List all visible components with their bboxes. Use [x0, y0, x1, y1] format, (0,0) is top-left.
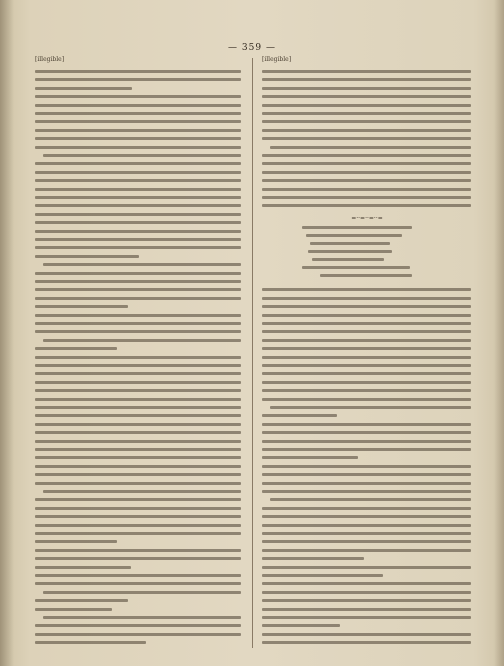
text-line-placeholder — [35, 70, 241, 73]
text-line-placeholder — [270, 498, 471, 501]
text-line-placeholder — [35, 364, 241, 367]
text-line-placeholder — [35, 196, 241, 199]
text-line-placeholder — [262, 423, 471, 426]
text-line-placeholder — [35, 179, 241, 182]
text-line-placeholder — [270, 146, 471, 149]
text-line-placeholder — [35, 280, 241, 283]
text-line-placeholder — [35, 557, 241, 560]
text-line-placeholder — [43, 490, 241, 493]
text-line-placeholder — [35, 524, 241, 527]
text-line-placeholder — [35, 238, 241, 241]
verse-line-placeholder — [310, 242, 390, 245]
text-line-placeholder — [35, 213, 241, 216]
text-line-placeholder — [262, 154, 471, 157]
text-line-placeholder — [35, 448, 241, 451]
page-edge-shadow — [494, 0, 504, 666]
page-number: — 359 — — [228, 43, 276, 53]
text-line-placeholder — [262, 356, 471, 359]
text-line-placeholder — [35, 230, 241, 233]
text-line-placeholder — [35, 608, 112, 611]
text-line-placeholder — [262, 137, 471, 140]
text-line-placeholder — [262, 482, 471, 485]
text-line-placeholder — [262, 339, 471, 342]
text-line-placeholder — [35, 137, 241, 140]
text-line-placeholder — [35, 78, 241, 81]
text-line-placeholder — [262, 608, 471, 611]
text-line-placeholder — [262, 305, 471, 308]
text-line-placeholder — [35, 381, 241, 384]
text-line-placeholder — [270, 406, 471, 409]
text-line-placeholder — [35, 398, 241, 401]
text-line-placeholder — [262, 330, 471, 333]
text-line-placeholder — [35, 221, 241, 224]
verse-line-placeholder — [302, 266, 410, 269]
text-line-placeholder — [262, 398, 471, 401]
text-line-placeholder — [35, 347, 117, 350]
gutter-shadow — [0, 0, 14, 666]
verse-line-placeholder — [320, 274, 412, 277]
text-line-placeholder — [262, 507, 471, 510]
text-line-placeholder — [262, 196, 471, 199]
text-line-placeholder — [262, 297, 471, 300]
text-line-placeholder — [35, 288, 241, 291]
text-line-placeholder — [262, 582, 471, 585]
text-line-placeholder — [35, 423, 241, 426]
text-line-placeholder — [262, 591, 471, 594]
verse-line-placeholder — [302, 226, 412, 229]
text-line-placeholder — [35, 95, 241, 98]
text-line-placeholder — [35, 515, 241, 518]
right-column — [262, 56, 472, 650]
text-line-placeholder — [262, 314, 471, 317]
text-line-placeholder — [35, 112, 241, 115]
text-line-placeholder — [262, 641, 471, 644]
text-line-placeholder — [262, 104, 471, 107]
text-line-placeholder — [262, 364, 471, 367]
text-line-placeholder — [35, 120, 241, 123]
left-column-text: [illegible] — [35, 56, 65, 63]
text-line-placeholder — [35, 356, 241, 359]
text-line-placeholder — [262, 95, 471, 98]
text-line-placeholder — [262, 70, 471, 73]
text-line-placeholder — [262, 112, 471, 115]
text-line-placeholder — [262, 616, 471, 619]
text-line-placeholder — [35, 624, 241, 627]
text-line-placeholder — [35, 456, 241, 459]
text-line-placeholder — [43, 591, 241, 594]
text-line-placeholder — [35, 549, 241, 552]
text-line-placeholder — [35, 272, 241, 275]
text-line-placeholder — [35, 129, 241, 132]
verse-line-placeholder — [306, 234, 402, 237]
text-line-placeholder — [35, 482, 241, 485]
text-line-placeholder — [262, 524, 471, 527]
text-line-placeholder — [262, 448, 471, 451]
text-line-placeholder — [35, 389, 241, 392]
text-line-placeholder — [35, 574, 241, 577]
verse-ornament: =··=··=··= — [351, 215, 383, 222]
text-line-placeholder — [35, 566, 131, 569]
text-line-placeholder — [262, 557, 364, 560]
text-line-placeholder — [262, 490, 471, 493]
text-line-placeholder — [262, 532, 471, 535]
text-line-placeholder — [43, 339, 241, 342]
text-line-placeholder — [262, 440, 471, 443]
text-line-placeholder — [262, 515, 471, 518]
text-line-placeholder — [35, 431, 241, 434]
text-line-placeholder — [262, 574, 383, 577]
text-line-placeholder — [35, 599, 128, 602]
text-line-placeholder — [35, 372, 241, 375]
verse-line-placeholder — [308, 250, 392, 253]
text-line-placeholder — [35, 305, 128, 308]
text-line-placeholder — [35, 330, 241, 333]
text-line-placeholder — [262, 120, 471, 123]
text-line-placeholder — [35, 87, 132, 90]
text-line-placeholder — [35, 540, 117, 543]
text-line-placeholder — [262, 473, 471, 476]
verse-line-placeholder — [312, 258, 384, 261]
text-line-placeholder — [262, 87, 471, 90]
text-line-placeholder — [262, 381, 471, 384]
text-line-placeholder — [262, 456, 358, 459]
text-line-placeholder — [35, 465, 241, 468]
left-column — [35, 56, 242, 650]
text-line-placeholder — [35, 322, 241, 325]
text-line-placeholder — [43, 154, 241, 157]
text-line-placeholder — [35, 246, 241, 249]
text-line-placeholder — [262, 162, 471, 165]
text-line-placeholder — [262, 288, 471, 291]
text-line-placeholder — [35, 297, 241, 300]
text-line-placeholder — [35, 406, 241, 409]
text-line-placeholder — [35, 188, 241, 191]
text-line-placeholder — [262, 78, 471, 81]
text-line-placeholder — [262, 322, 471, 325]
text-line-placeholder — [262, 566, 471, 569]
text-line-placeholder — [35, 473, 241, 476]
text-line-placeholder — [35, 498, 241, 501]
text-line-placeholder — [262, 414, 337, 417]
text-line-placeholder — [35, 314, 241, 317]
text-line-placeholder — [262, 389, 471, 392]
text-line-placeholder — [35, 440, 241, 443]
text-line-placeholder — [262, 540, 471, 543]
text-line-placeholder — [43, 616, 241, 619]
text-line-placeholder — [262, 179, 471, 182]
text-line-placeholder — [262, 129, 471, 132]
text-line-placeholder — [35, 255, 139, 258]
text-line-placeholder — [262, 633, 471, 636]
text-line-placeholder — [262, 431, 471, 434]
text-line-placeholder — [262, 204, 471, 207]
right-column-text: [illegible] — [262, 56, 292, 63]
text-line-placeholder — [35, 162, 241, 165]
text-line-placeholder — [262, 465, 471, 468]
text-line-placeholder — [35, 507, 241, 510]
text-line-placeholder — [35, 146, 241, 149]
text-line-placeholder — [262, 188, 471, 191]
text-line-placeholder — [35, 204, 241, 207]
text-line-placeholder — [35, 633, 241, 636]
text-line-placeholder — [262, 347, 471, 350]
text-line-placeholder — [262, 372, 471, 375]
text-line-placeholder — [35, 171, 241, 174]
text-line-placeholder — [35, 104, 241, 107]
text-line-placeholder — [43, 263, 241, 266]
text-line-placeholder — [35, 641, 146, 644]
column-rule — [252, 58, 253, 648]
text-line-placeholder — [262, 599, 471, 602]
text-line-placeholder — [262, 624, 340, 627]
text-line-placeholder — [35, 582, 241, 585]
text-line-placeholder — [262, 171, 471, 174]
text-line-placeholder — [262, 549, 471, 552]
text-line-placeholder — [35, 414, 241, 417]
text-line-placeholder — [35, 532, 241, 535]
